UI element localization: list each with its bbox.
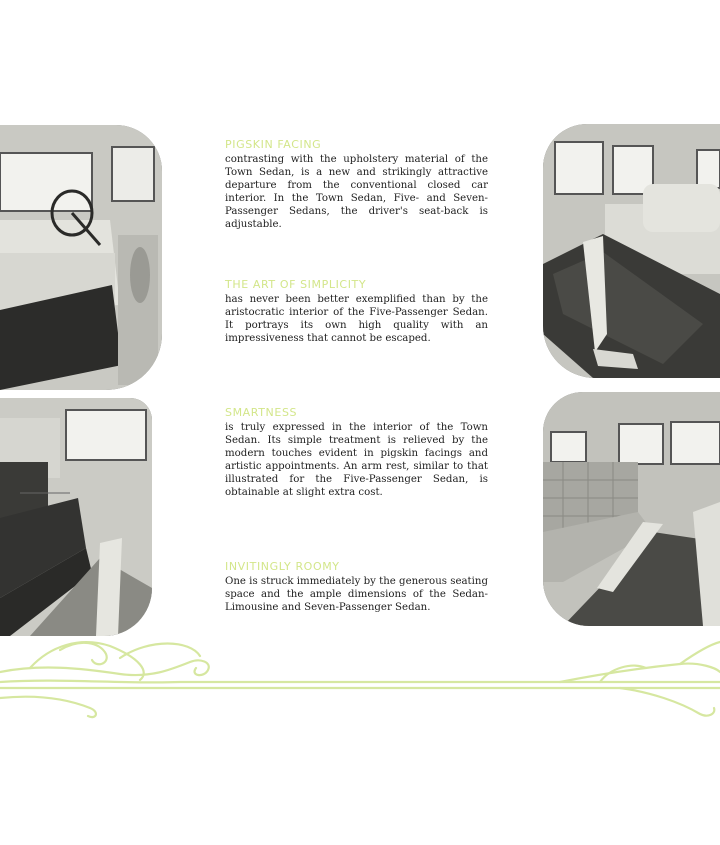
section-pigskin-facing [225, 138, 488, 231]
section-smartness [225, 406, 488, 499]
section-heading: SMARTNESS [225, 406, 298, 419]
section-body: has never been better exemplified than by the aristocratic interior of the Five-Passenger Sedan. It portrays its own high quality with an impressiveness that cannot be escaped. [225, 294, 488, 344]
section-body: One is struck immediately by the generous seating space and the ample dimensions of the Sedan-Limousine and Seven-Passenger Sedan. [225, 576, 488, 613]
photo-rear-seat-interior [0, 398, 152, 636]
section-heading: PIGSKIN FACING [225, 138, 322, 151]
section-art-of-simplicity [225, 278, 488, 346]
decorative-scroll-ornament [0, 628, 720, 724]
photo-rear-compartment-interior [543, 124, 720, 378]
section-body: contrasting with the upholstery material of the Town Sedan, is a new and strikingly attractive departure from the conventional closed car interior. In the Town Sedan, Five- and Seven-Passenger Sedans, the driver's seat-back is adjustable. [225, 154, 488, 230]
section-invitingly-roomy [225, 560, 488, 615]
photo-driver-seat-interior [0, 125, 162, 390]
section-heading: INVITINGLY ROOMY [225, 560, 340, 573]
photo-limousine-interior [543, 392, 720, 626]
section-heading: THE ART OF SIMPLICITY [225, 278, 367, 291]
section-body: is truly expressed in the interior of the Town Sedan. Its simple treatment is relieved by the modern touches evident in pigskin facings and artistic appointments. An arm rest, similar to that illustrated for the Five-Passenger Sedan, is obtainable at slight extra cost. [225, 422, 488, 498]
